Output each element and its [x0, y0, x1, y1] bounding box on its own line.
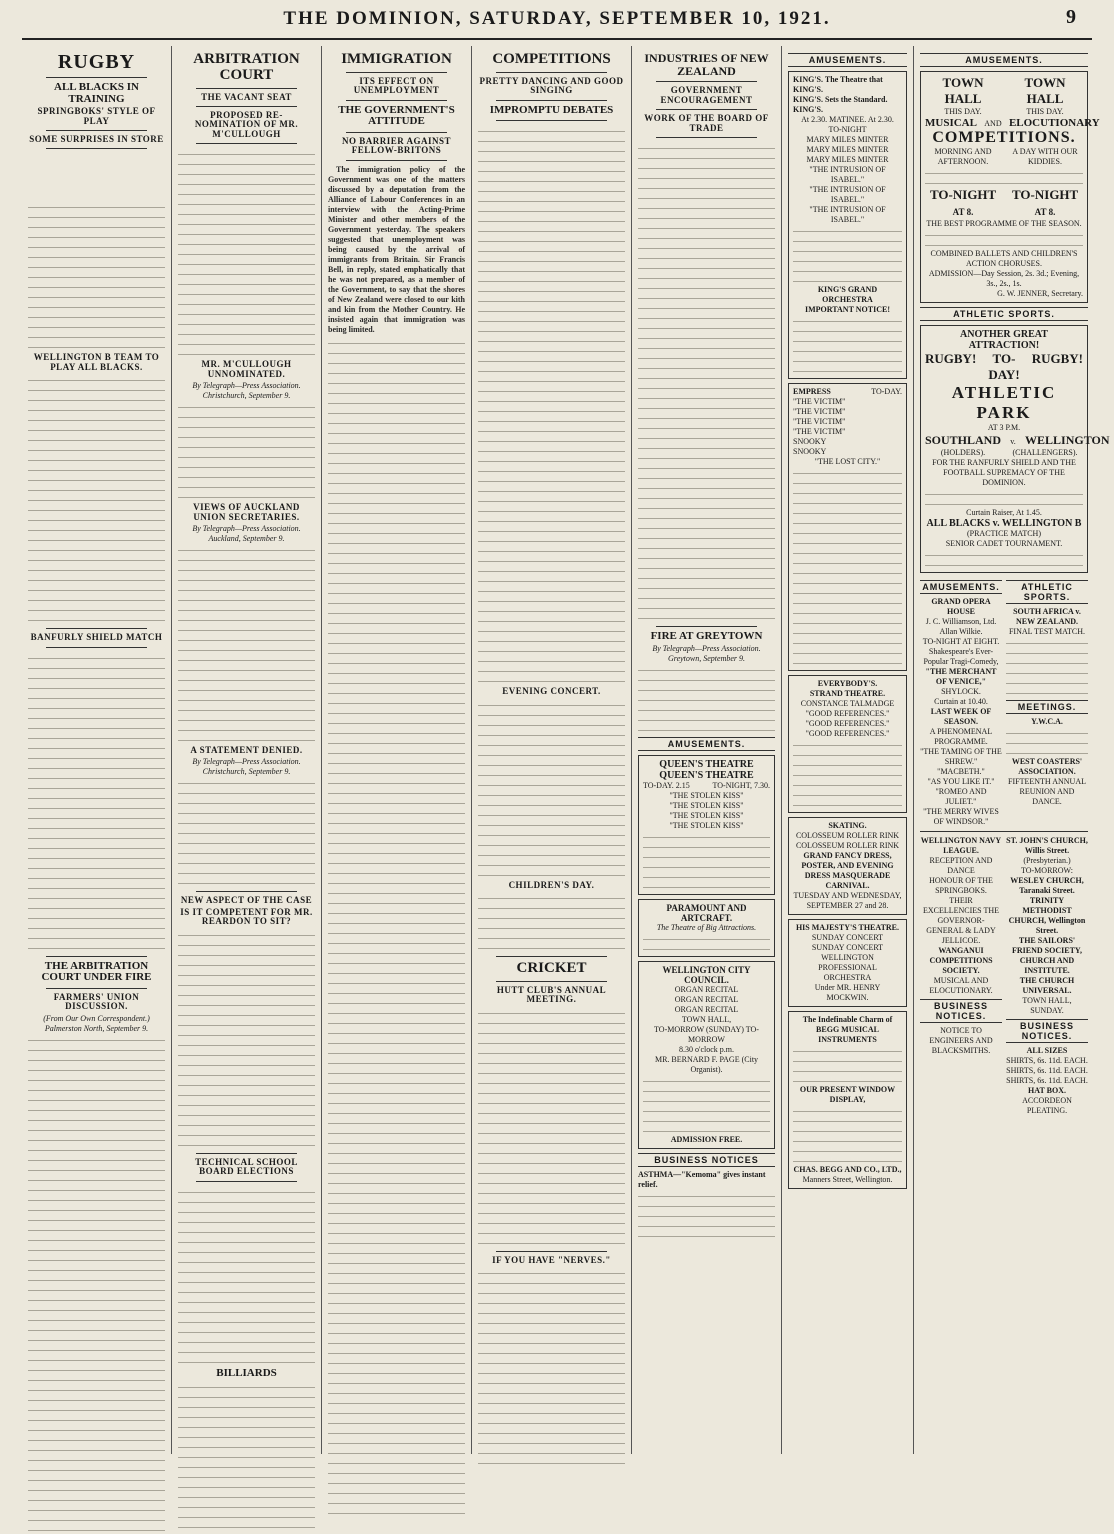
- arbitration-court-fire-heading: THE ARBITRATION COURT UNDER FIRE: [41, 959, 152, 984]
- column-rugby: [22, 46, 172, 1454]
- victim: "THE VICTIM": [793, 407, 846, 416]
- sunday-concert: SUNDAY CONCERT: [811, 943, 884, 952]
- town-hall: TOWN HALL,: [681, 1015, 732, 1025]
- snooky: SNOOKY: [793, 447, 827, 456]
- meetings-bar: MEETINGS.: [1006, 700, 1088, 714]
- ad-text-block: [1006, 637, 1088, 697]
- article-text-block: [478, 1267, 625, 1467]
- article-text-block: [638, 142, 775, 622]
- lessee: J. C. Williamson, Ltd.: [925, 617, 997, 626]
- secretary: G. W. JENNER, Secretary.: [997, 289, 1083, 298]
- article-text-block: [178, 148, 315, 358]
- and: AND: [984, 119, 1002, 128]
- trinity: TRINITY METHODIST CHURCH, Wellington Street.: [1008, 896, 1086, 935]
- rugby-heading: RUGBY: [57, 51, 136, 73]
- time: 8.30 o'clock p.m.: [679, 1045, 734, 1055]
- article-text-block: [178, 544, 315, 744]
- shakespeare: Shakespeare's Ever-Popular Tragi-Comedy,: [923, 647, 999, 666]
- kings-orchestra: KING'S GRAND ORCHESTRA: [817, 285, 878, 304]
- dateline: By Telegraph—Press Association. Greytown, September 9.: [652, 644, 761, 664]
- church-universal: THE CHURCH UNIVERSAL.: [1019, 976, 1075, 995]
- cricket-heading: CRICKET: [516, 960, 587, 977]
- tonight: TO-NIGHT: [1012, 187, 1078, 202]
- kings-film: "THE INTRUSION OF ISABEL.": [809, 205, 886, 224]
- article-text-block: [478, 1007, 625, 1247]
- rugby: RUGBY!: [925, 351, 977, 366]
- wellington-b-heading: WELLINGTON B TEAM TO PLAY ALL BLACKS.: [33, 352, 160, 372]
- dateline: (From Our Own Correspondent.) Palmerston North, September 9.: [43, 1013, 150, 1033]
- athletic-park: ATHLETIC PARK: [951, 383, 1057, 422]
- curtain-raiser: Curtain Raiser, At 1.45.: [966, 508, 1042, 517]
- elocutionary: ELOCUTIONARY: [1008, 117, 1100, 129]
- council-title: WELLINGTON CITY COUNCIL.: [662, 965, 751, 986]
- at-8: AT 8.: [1034, 207, 1056, 217]
- morning: MORNING AND AFTERNOON.: [934, 147, 992, 166]
- wellington: WELLINGTON: [821, 953, 874, 962]
- tomorrow: TO-MORROW:: [1021, 866, 1073, 875]
- hutt-club-subheading: HUTT CLUB'S ANNUAL MEETING.: [496, 984, 607, 1005]
- farmers-union-subheading: FARMERS' UNION DISCUSSION.: [53, 991, 140, 1012]
- dateline: By Telegraph—Press Association. Christchurch, September 9.: [192, 757, 301, 777]
- navy-league: WELLINGTON NAVY LEAGUE.: [920, 836, 1002, 855]
- begg-ad: [788, 1011, 907, 1189]
- taming: "THE TAMING OF THE SHREW.": [920, 747, 1002, 766]
- organist: MR. BERNARD F. PAGE (City Organist).: [654, 1055, 759, 1075]
- kiddies: A DAY WITH OUR KIDDIES.: [1012, 147, 1078, 166]
- good-ref: "GOOD REFERENCES.": [805, 709, 890, 718]
- amusements-bar: AMUSEMENTS.: [920, 53, 1088, 67]
- ad-text-block: [793, 315, 902, 375]
- dateline: By Telegraph—Press Association. Christchurch, September 9.: [192, 381, 301, 401]
- orchestra: ORCHESTRA: [823, 973, 872, 982]
- sailors: THE SAILORS' FRIEND SOCIETY, CHURCH AND INSTITUTE.: [1012, 936, 1082, 975]
- column-advertisements: [914, 46, 1110, 1454]
- paramount-title: PARAMOUNT AND ARTCRAFT.: [666, 903, 747, 924]
- begg-address: Manners Street, Wellington.: [802, 1175, 893, 1184]
- ad-text-block: [925, 229, 1083, 249]
- pretty-dancing-subheading: PRETTY DANCING AND GOOD SINGING: [479, 75, 624, 96]
- evening-concert-heading: EVENING CONCERT.: [502, 686, 601, 697]
- amusements-bar: AMUSEMENTS.: [788, 53, 907, 67]
- town-hall-title: TOWN HALL: [942, 75, 984, 106]
- queens-film: "THE STOLEN KISS": [669, 791, 744, 801]
- athletic-sports-bar: ATHLETIC SPORTS.: [920, 307, 1088, 321]
- queens-tonight: TO-NIGHT, 7.30.: [712, 781, 770, 791]
- shirts: SHIRTS, 6s. 11d. EACH.: [1006, 1076, 1088, 1085]
- technical-school-heading: TECHNICAL SCHOOL BOARD ELECTIONS: [195, 1156, 298, 1177]
- all-blacks-heading: ALL BLACKS IN TRAINING: [54, 81, 139, 105]
- good-ref: "GOOD REFERENCES.": [805, 719, 890, 728]
- business-notices-bar: BUSINESS NOTICES: [638, 1153, 775, 1167]
- article-text-block: [478, 125, 625, 685]
- strand: STRAND THEATRE.: [809, 689, 886, 698]
- shield: FOR THE RANFURLY SHIELD AND THE FOOTBALL SUPREMACY OF THE DOMINION.: [932, 458, 1076, 487]
- queens-film: "THE STOLEN KISS": [669, 811, 744, 821]
- hat-box: HAT BOX.: [1028, 1086, 1066, 1095]
- rugby: RUGBY!: [1031, 351, 1083, 366]
- queens-title: QUEEN'S THEATRE: [659, 759, 754, 771]
- musical-society: MUSICAL AND ELOCUTIONARY.: [929, 976, 993, 995]
- victim: "THE VICTIM": [793, 417, 846, 426]
- ad-text-block: [793, 739, 902, 809]
- ywca: Y.W.C.A.: [1031, 717, 1063, 726]
- unnominated-heading: MR. M'CULLOUGH UNNOMINATED.: [201, 359, 292, 379]
- article-text-block: [328, 337, 465, 1517]
- board-of-trade-subheading: WORK OF THE BOARD OF TRADE: [644, 113, 769, 133]
- presbyterian: (Presbyterian.): [1023, 856, 1071, 865]
- amusements-bar-2: AMUSEMENTS.: [920, 580, 1002, 594]
- greytown-fire-heading: FIRE AT GREYTOWN: [650, 629, 763, 642]
- kings-star: MARY MILES MINTER: [806, 145, 889, 154]
- new-aspect-heading: NEW ASPECT OF THE CASE: [180, 895, 313, 906]
- admission: ADMISSION—Day Session, 2s. 3d.; Evening, 3s., 2s., 1s.: [928, 269, 1080, 288]
- childrens-day-heading: CHILDREN'S DAY.: [508, 879, 595, 890]
- curtain: Curtain at 10.40.: [934, 697, 988, 706]
- article-text-block: [178, 401, 315, 501]
- queens-film: "THE STOLEN KISS": [669, 821, 744, 831]
- ad-text-block: [1006, 727, 1088, 757]
- vacant-seat-subheading: THE VACANT SEAT: [201, 91, 292, 102]
- no-barrier-subheading: NO BARRIER AGAINST FELLOW-BRITONS: [341, 135, 452, 156]
- tonight: TO-NIGHT: [930, 187, 996, 202]
- article-text-block: [28, 374, 165, 624]
- another-attraction: ANOTHER GREAT ATTRACTION!: [960, 329, 1048, 351]
- statement-denied-heading: A STATEMENT DENIED.: [190, 745, 303, 755]
- best-programme: THE BEST PROGRAMME OF THE SEASON.: [926, 219, 1082, 228]
- holders: (HOLDERS).: [940, 448, 986, 457]
- practice: (PRACTICE MATCH): [966, 529, 1041, 538]
- competitions-heading: COMPETITIONS: [492, 51, 611, 67]
- paramount-ad: [638, 899, 775, 957]
- organ-recital: ORGAN RECITAL: [674, 1005, 739, 1015]
- column-amusements: [782, 46, 914, 1454]
- renomination-subheading: PROPOSED RE-NOMINATION OF MR. M'CULLOUGH: [194, 109, 299, 139]
- west-coasters: WEST COASTERS' ASSOCIATION.: [1011, 757, 1083, 776]
- all-blacks-match: ALL BLACKS v. WELLINGTON B: [926, 518, 1082, 529]
- wellington: WELLINGTON: [1025, 433, 1110, 447]
- carnival: GRAND FANCY DRESS, POSTER, AND EVENING DRESS MASQUERADE CARNIVAL.: [801, 851, 894, 890]
- ad-text-block: [643, 1075, 770, 1135]
- merchant: "THE MERCHANT OF VENICE,": [925, 667, 997, 686]
- ranfurly-heading: BANFURLY SHIELD MATCH: [30, 632, 163, 643]
- competitions: COMPETITIONS.: [932, 129, 1076, 146]
- kings-film: "THE INTRUSION OF ISABEL.": [809, 165, 886, 184]
- this-day: THIS DAY.: [944, 107, 982, 116]
- musical: MUSICAL: [925, 117, 977, 129]
- engineers: NOTICE TO ENGINEERS AND BLACKSMITHS.: [929, 1026, 993, 1055]
- ad-text-block: [925, 167, 1083, 187]
- admission: ADMISSION FREE.: [670, 1135, 743, 1145]
- springboks-subheading: SPRINGBOKS' STYLE OF PLAY: [37, 106, 156, 126]
- his-majestys-title: HIS MAJESTY'S THEATRE.: [795, 923, 900, 932]
- versus: v.: [1010, 437, 1016, 446]
- organ-recital: ORGAN RECITAL: [674, 985, 739, 995]
- star: CONSTANCE TALMADGE: [800, 699, 895, 708]
- page-number: 9: [1066, 6, 1076, 28]
- athletic-sports-bar-2: ATHLETIC SPORTS.: [1006, 580, 1088, 604]
- romeo: "ROMEO AND JULIET.": [935, 787, 987, 806]
- queens-theatre-ad: [638, 755, 775, 895]
- kings-time: At 2.30. MATINEE. At 2.30.: [801, 115, 894, 124]
- kings-title: KING'S. The Theatre that KING'S.: [793, 75, 883, 94]
- south-africa: SOUTH AFRICA v. NEW ZEALAND.: [1013, 607, 1081, 626]
- column-arbitration: [172, 46, 322, 1454]
- article-text-block: [178, 1186, 315, 1366]
- colosseum: COLOSSEUM ROLLER RINK: [795, 841, 900, 850]
- phenomenal: A PHENOMENAL PROGRAMME.: [929, 727, 993, 746]
- gov-encouragement-subheading: GOVERNMENT ENCOURAGEMENT: [660, 85, 753, 105]
- at-8: AT 8.: [952, 207, 974, 217]
- article-text-block: [478, 699, 625, 879]
- macbeth: "MACBETH.": [937, 767, 985, 776]
- town-hall-title: TOWN HALL: [1024, 75, 1066, 106]
- government-attitude-subheading: THE GOVERNMENT'S ATTITUDE: [338, 103, 455, 128]
- empress-today: TO-DAY.: [871, 387, 902, 396]
- wanganui: WANGANUI COMPETITIONS SOCIETY.: [929, 946, 993, 975]
- immigration-heading: IMMIGRATION: [341, 51, 452, 67]
- dateline: By Telegraph—Press Association. Auckland, September 9.: [192, 524, 301, 543]
- queens-title-2: QUEEN'S THEATRE: [659, 770, 754, 782]
- challengers: (CHALLENGERS).: [1012, 448, 1078, 457]
- article-text-block: [178, 777, 315, 887]
- lost-city: "THE LOST CITY.": [814, 457, 881, 466]
- unemployment-subheading: ITS EFFECT ON UNEMPLOYMENT: [353, 75, 440, 96]
- masthead-rule: [22, 38, 1092, 40]
- kings-star: MARY MILES MINTER: [806, 135, 889, 144]
- article-text-block: [638, 664, 775, 734]
- empress-ad: [788, 383, 907, 671]
- amusements-bar: AMUSEMENTS.: [638, 737, 775, 751]
- kings-film: "THE INTRUSION OF ISABEL.": [809, 185, 886, 204]
- honour: HONOUR OF THE SPRINGBOKS.: [929, 876, 993, 895]
- ad-text-block: [643, 933, 770, 953]
- reception: RECEPTION AND DANCE: [929, 856, 993, 875]
- article-text-block: [178, 929, 315, 1149]
- snooky: SNOOKY: [793, 437, 827, 446]
- lead-paragraph: The immigration policy of the Government was one of the matters discussed by a deputation from the Alliance of Labour Conferences in an interview with the Acting-Prime Minister and other members of the Government yesterday. The speakers suggested that unemployment was being caused by the arrival of immigrants from Britain. Sir Francis Bell, in reply, stated emphatically that he was not prepared, as a member of the Government, to say that the shores of New Zealand were closed to our kith and kin from the Mother Country. He insisted again that immigration was being limited.: [328, 164, 465, 334]
- competent-subheading: IS IT COMPETENT FOR MR. REARDON TO SIT?: [180, 906, 313, 927]
- st-johns: ST. JOHN'S CHURCH, Willis Street.: [1006, 836, 1088, 855]
- surprises-subheading: SOME SURPRISES IN STORE: [29, 133, 164, 144]
- window-display: OUR PRESENT WINDOW DISPLAY,: [799, 1085, 896, 1104]
- article-text-block: [28, 1034, 165, 1534]
- masthead: [0, 0, 1114, 42]
- ad-text-block: [925, 549, 1083, 569]
- good-ref: "GOOD REFERENCES.": [805, 729, 890, 738]
- at-3pm: AT 3 P.M.: [987, 423, 1021, 432]
- column-immigration: [322, 46, 472, 1454]
- reunion: FIFTEENTH ANNUAL REUNION AND DANCE.: [1008, 777, 1086, 806]
- nerves-heading: IF YOU HAVE "NERVES.": [492, 1254, 611, 1265]
- when: TO-MORROW (SUNDAY) TO-MORROW: [654, 1025, 759, 1045]
- shirts: SHIRTS, 6s. 11d. EACH.: [1006, 1056, 1088, 1065]
- conductor: Under MR. HENRY MOCKWIN.: [814, 983, 881, 1002]
- shirts: SHIRTS, 6s. 11d. EACH.: [1006, 1066, 1088, 1075]
- column-competitions: [472, 46, 632, 1454]
- ad-text-block: [643, 831, 770, 891]
- kings-tonight: TO-NIGHT: [828, 125, 867, 134]
- governor: THEIR EXCELLENCIES THE GOVERNOR-GENERAL & LADY JELLICOE.: [922, 896, 1000, 945]
- asthma-ad: ASTHMA—"Kemoma" gives instant relief.: [638, 1170, 766, 1190]
- this-day: THIS DAY.: [1026, 107, 1064, 116]
- begg-firm: CHAS. BEGG AND CO., LTD.,: [793, 1165, 902, 1174]
- ballets: COMBINED BALLETS AND CHILDREN'S ACTION CHORUSES.: [930, 249, 1078, 268]
- city-council-ad: [638, 961, 775, 1149]
- ad-text-block: [793, 225, 902, 285]
- ad-text-block: [793, 1105, 902, 1165]
- kings-theatre-ad: [788, 71, 907, 379]
- auckland-views-heading: VIEWS OF AUCKLAND UNION SECRETARIES.: [193, 502, 300, 522]
- as-you-like-it: "AS YOU LIKE IT.": [927, 777, 995, 786]
- business-notices-bar-2: BUSINESS NOTICES.: [1006, 1019, 1088, 1043]
- impromptu-subheading: IMPROMPTU DEBATES: [489, 103, 614, 116]
- business-notices-bar: BUSINESS NOTICES.: [920, 999, 1002, 1023]
- begg-title: The Indefinable Charm of BEGG MUSICAL INSTRUMENTS: [802, 1015, 893, 1044]
- accordion-pleating: ACCORDEON PLEATING.: [1022, 1096, 1072, 1115]
- shylock: SHYLOCK.: [941, 687, 981, 696]
- sunday-concert: SUNDAY CONCERT: [811, 933, 884, 942]
- carnival-date: TUESDAY AND WEDNESDAY, SEPTEMBER 27 and 28.: [793, 891, 902, 910]
- important-notice: IMPORTANT NOTICE!: [805, 305, 890, 314]
- skating-title: SKATING.: [828, 821, 867, 830]
- professional: PROFESSIONAL: [818, 963, 877, 972]
- article-text-block: [28, 201, 165, 351]
- strand-ad: [788, 675, 907, 813]
- article-text-block: [478, 892, 625, 952]
- tonight-eight: TO-NIGHT AT EIGHT.: [922, 637, 1000, 646]
- senior-cadet: SENIOR CADET TOURNAMENT.: [945, 539, 1063, 548]
- paramount-sub: The Theatre of Big Attractions.: [656, 923, 757, 933]
- final-test: FINAL TEST MATCH.: [1008, 627, 1086, 636]
- industries-heading: INDUSTRIES OF NEW ZEALAND: [644, 51, 769, 78]
- skating-ad: [788, 817, 907, 915]
- ad-text-block: [638, 1190, 775, 1240]
- town-hall-ad: [920, 71, 1100, 303]
- column-industries: [632, 46, 782, 1454]
- queens-today: TO-DAY. 2.15: [643, 781, 690, 791]
- wesley: WESLEY CHURCH, Taranaki Street.: [1010, 876, 1084, 895]
- organ-recital: ORGAN RECITAL: [674, 995, 739, 1005]
- victim: "THE VICTIM": [793, 397, 846, 406]
- victim: "THE VICTIM": [793, 427, 846, 436]
- empress-title: EMPRESS: [793, 387, 831, 396]
- last-week: LAST WEEK OF SEASON.: [930, 707, 992, 726]
- article-text-block: [28, 652, 165, 952]
- southland: SOUTHLAND: [925, 433, 1002, 447]
- article-text-block: [178, 1381, 315, 1531]
- director: Allan Wilkie.: [939, 627, 983, 636]
- ad-text-block: [793, 1045, 902, 1085]
- billiards-heading: BILLIARDS: [216, 1366, 277, 1379]
- ad-text-block: [925, 488, 1083, 508]
- article-text: [28, 153, 165, 199]
- arbitration-heading: ARBITRATION COURT: [193, 51, 300, 83]
- colosseum: COLOSSEUM ROLLER RINK: [795, 831, 900, 840]
- town-hall-sunday: TOWN HALL, SUNDAY.: [1022, 996, 1072, 1015]
- kings-star: MARY MILES MINTER: [806, 155, 889, 164]
- everybodys: EVERYBODY'S.: [817, 679, 878, 688]
- merry-wives: "THE MERRY WIVES OF WINDSOR.": [923, 807, 999, 826]
- opera-house: GRAND OPERA HOUSE: [931, 597, 991, 616]
- kings-sub: KING'S. Sets the Standard. KING'S.: [793, 95, 888, 114]
- masthead-title: THE DOMINION, SATURDAY, SEPTEMBER 10, 1921.: [283, 8, 831, 29]
- ad-text-block: [793, 467, 902, 667]
- queens-film: "THE STOLEN KISS": [669, 801, 744, 811]
- athletic-park-ad: [920, 325, 1110, 573]
- today: TO-DAY!: [988, 351, 1020, 382]
- his-majestys-ad: [788, 919, 907, 1007]
- all-sizes: ALL SIZES: [1026, 1046, 1068, 1055]
